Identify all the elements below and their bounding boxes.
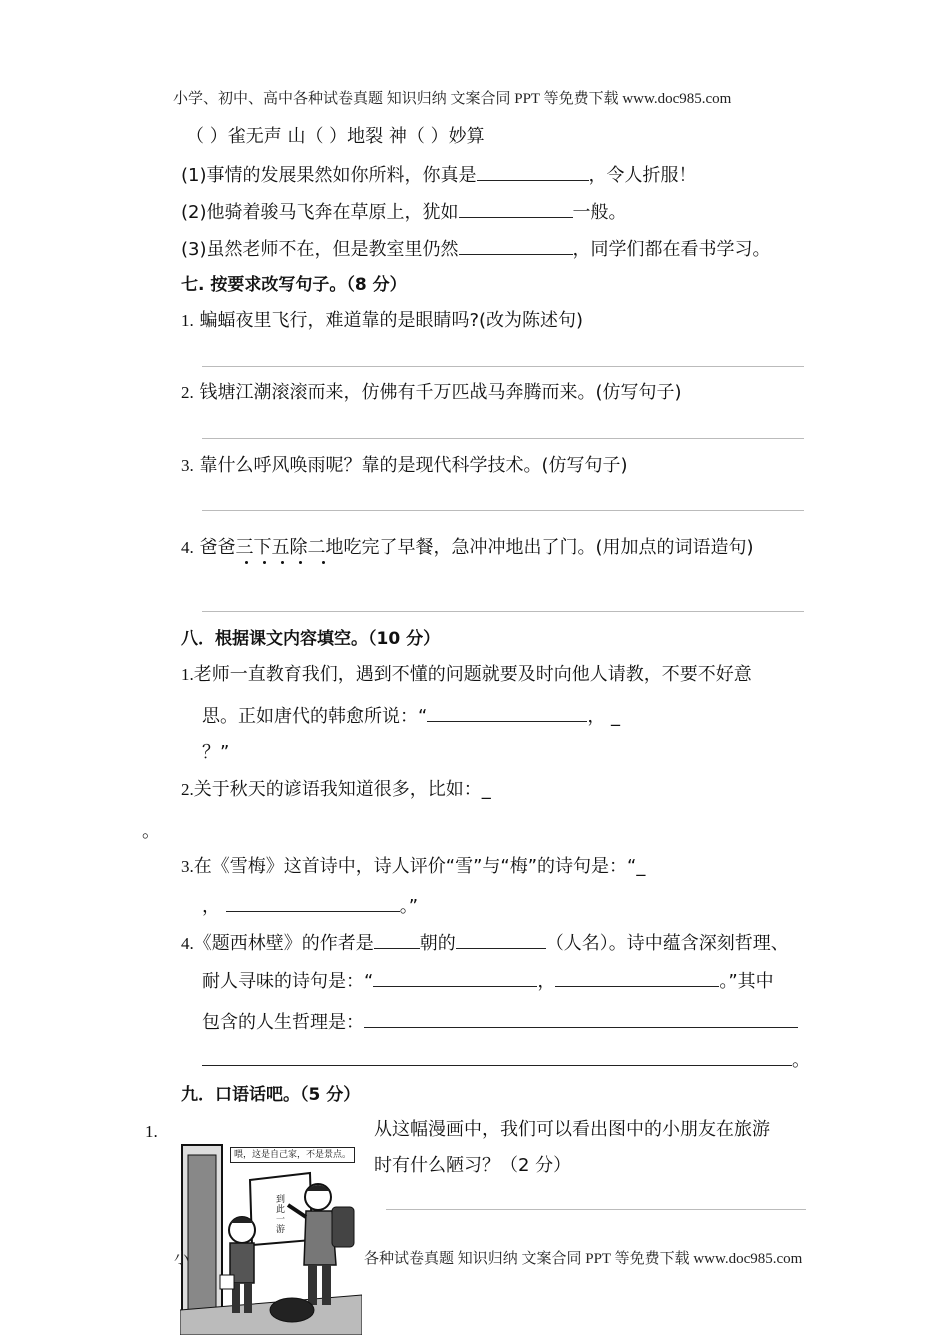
page-header: 小学、初中、高中各种试卷真题 知识归纳 文案合同 PPT 等免费下载 www.doc985.com: [173, 91, 732, 107]
s8-q4-line4-end: 。: [792, 1050, 810, 1071]
s8-q4-line2-a: 耐人寻味的诗句是：“: [202, 971, 374, 992]
s8-q3-text-b: 。”: [399, 896, 419, 917]
s9-q1-line1: 从这幅漫画中，我们可以看出图中的小朋友在旅游: [374, 1119, 770, 1140]
s8-q1-line3: ？”: [202, 742, 230, 763]
idioms-line: （ ）雀无声 山（ ）地裂 神（ ）妙算: [186, 126, 485, 147]
section-8-title: 八．根据课文内容填空。（10 分）: [181, 629, 441, 649]
fill-1-blank[interactable]: [477, 162, 589, 181]
fill-sentence-2: [181, 199, 627, 225]
s8-q4-text-a: 《题西林壁》的作者是: [193, 933, 374, 954]
s8-q1-text-b: ， _: [587, 706, 621, 727]
section-7-title: 七. 按要求改写句子。（8 分）: [181, 275, 407, 295]
page-footer-left: 小: [174, 1251, 190, 1267]
s7-q3-answer-line[interactable]: [202, 510, 804, 511]
s8-q1-line1: [181, 663, 752, 687]
fill-sentence-3: [181, 236, 771, 262]
s7-q2: [181, 381, 682, 405]
s9-q1-num: 1.: [145, 1122, 158, 1141]
s8-q1-text: 老师一直教育我们，遇到不懂的问题就要及时向他人请教，不要不好意: [193, 664, 752, 685]
fill-sentence-1: [181, 162, 697, 188]
section-9-title: 九．口语话吧。（5 分）: [181, 1085, 361, 1105]
s9-q1-answer-line[interactable]: [386, 1209, 806, 1210]
fill-2-text-b: 一般。: [572, 202, 627, 223]
s8-q3: [181, 855, 645, 879]
emphasis-dot: [281, 561, 284, 564]
s8-q1-line2: [202, 703, 620, 729]
s8-q4-line4: [202, 1047, 810, 1073]
s8-q2: [181, 778, 491, 802]
fill-2-text-a: (2)他骑着骏马飞奔在草原上，犹如: [181, 202, 459, 223]
s8-q3-line2: [202, 893, 418, 919]
s8-q4-line3: [202, 1009, 798, 1035]
s7-q4-text: 爸爸三下五除二地吃完了早餐，急冲冲地出了门。(用加点的词语造句): [199, 537, 754, 558]
comic-speech-bubble: 喂，这是自己家，不是景点。: [230, 1147, 355, 1163]
comic-illustration: [180, 1135, 362, 1335]
s8-q3-text-a: ，: [202, 896, 220, 917]
s8-q2-text: 关于秋天的谚语我知道很多，比如：_: [193, 779, 491, 800]
s8-q4-blank-dynasty[interactable]: [374, 930, 420, 949]
s8-q4-text-b: 朝的: [419, 933, 456, 954]
s8-q4-line3-text: 包含的人生哲理是：: [202, 1012, 364, 1033]
s8-q1-text-a: 思。正如唐代的韩愈所说：“: [202, 706, 428, 727]
s7-q4-answer-line[interactable]: [202, 611, 804, 612]
s7-q3-text: 靠什么呼风唤雨呢？靠的是现代科学技术。(仿写句子): [199, 455, 628, 476]
fill-3-blank[interactable]: [459, 236, 573, 255]
comic-sign-text: 到此一游: [276, 1195, 286, 1235]
s8-q3-blank[interactable]: [226, 893, 400, 912]
s7-q2-answer-line[interactable]: [202, 438, 804, 439]
s8-q1-blank[interactable]: [427, 703, 587, 722]
emphasis-dot: [245, 561, 248, 564]
s8-q2-end: 。: [142, 821, 160, 842]
fill-1-text-b: ，令人折服！: [588, 165, 697, 186]
page-footer: 各种试卷真题 知识归纳 文案合同 PPT 等免费下载 www.doc985.com: [364, 1251, 803, 1267]
emphasis-dot: [299, 561, 302, 564]
s8-q4-line2-c: 。”其中: [719, 971, 774, 992]
s9-q1-line2: 时有什么陋习？（2 分）: [374, 1155, 572, 1176]
comic-drawing: [180, 1135, 362, 1335]
s8-q4-blank-philosophy-2[interactable]: [202, 1047, 792, 1066]
s7-q1: [181, 309, 583, 333]
s8-q4-blank-name[interactable]: [456, 930, 546, 949]
s8-q2-num: 2.: [181, 780, 194, 799]
emphasis-dot: [263, 561, 266, 564]
s8-q3-text: 在《雪梅》这首诗中，诗人评价“雪”与“梅”的诗句是：“_: [193, 856, 646, 877]
s8-q4-text-c: （人名）。诗中蕴含深刻哲理、: [545, 933, 789, 954]
s8-q4-blank-verse-2[interactable]: [555, 968, 719, 987]
s7-q1-answer-line[interactable]: [202, 366, 804, 367]
emphasis-dot: [322, 561, 325, 564]
fill-3-text-a: (3)虽然老师不在，但是教室里仍然: [181, 239, 459, 260]
s7-q2-num: 2.: [181, 383, 194, 402]
s7-q3: [181, 454, 628, 478]
s8-q1-num: 1.: [181, 665, 194, 684]
s7-q3-num: 3.: [181, 456, 194, 475]
s8-q4-line1: [181, 930, 789, 956]
s8-q3-num: 3.: [181, 857, 194, 876]
s7-q4-num: 4.: [181, 538, 194, 557]
s7-q1-num: 1.: [181, 311, 194, 330]
s8-q4-line2: [202, 968, 774, 994]
fill-3-text-b: ，同学们都在看书学习。: [572, 239, 771, 260]
s8-q4-blank-verse-1[interactable]: [373, 968, 537, 987]
fill-1-text-a: (1)事情的发展果然如你所料，你真是: [181, 165, 477, 186]
s8-q4-blank-philosophy[interactable]: [364, 1009, 798, 1028]
s8-q4-num: 4.: [181, 934, 194, 953]
s7-q2-text: 钱塘江潮滚滚而来，仿佛有千万匹战马奔腾而来。(仿写句子): [199, 382, 682, 403]
s7-q1-text: 蝙蝠夜里飞行，难道靠的是眼睛吗?(改为陈述句): [199, 310, 584, 331]
fill-2-blank[interactable]: [459, 199, 573, 218]
s7-q4: [181, 536, 754, 560]
s8-q4-line2-b: ，: [537, 971, 556, 992]
